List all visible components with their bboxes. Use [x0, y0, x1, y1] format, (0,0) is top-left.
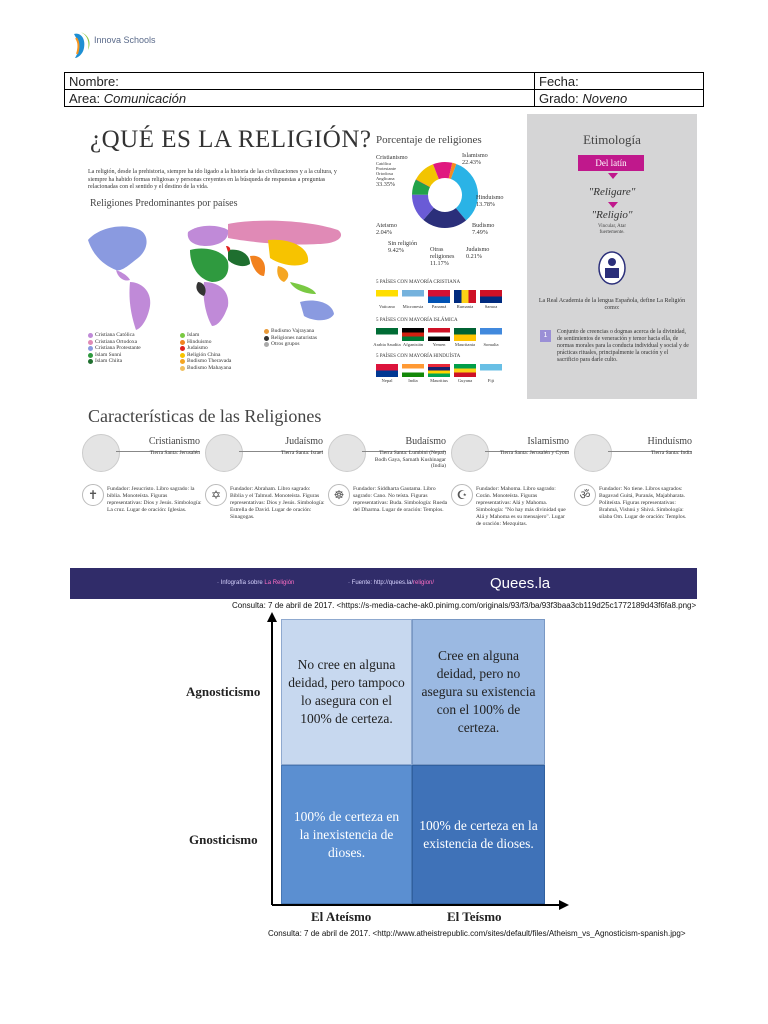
infographic-intro: La religión, desde la prehistoria, siempre ha ido ligado a la historia de las civilizaciones y a la cultura, y siempre ha habido formas religiosas y personas creyentes en la búsqueda de respuestas a preguntas relacionadas con el sentido y el destino de la vida. [88, 169, 337, 190]
star-of-david-icon: ✡ [205, 484, 227, 506]
flag-icon [454, 364, 476, 377]
flag-country-name: Guyana [457, 378, 473, 383]
logo-wordmark: Innova Schools [94, 35, 156, 45]
characteristics-title: Características de las Religiones [88, 406, 322, 426]
legend-swatch [88, 333, 93, 338]
row-label-agnosticismo: Agnosticismo [186, 684, 261, 699]
globe-icon [451, 434, 489, 472]
cell-agnostic-theism: Cree en alguna deidad, pero no asegura su existencia con el 100% de certeza. [412, 619, 545, 765]
religion-name: Cristianismo [148, 436, 200, 447]
religion-holy-land: Tierra Santa: Lumbini (Nepal) Bodh Gaya, Sarnath Kushinagar (India) [374, 450, 446, 469]
religion-name: Budaísmo [405, 436, 446, 447]
globe-icon [574, 434, 612, 472]
grado-cell: Grado: Noveno [535, 90, 704, 107]
definition-text: Conjunto de creencias o dogmas acerca de la divinidad, de sentimientos de veneración y temor hacia ella, de normas morales para la conducta individual y social y de prácticas rituales, principalmente la oración y el sacrificio para darle culto. [557, 329, 689, 363]
dharma-wheel-icon: ☸ [328, 484, 350, 506]
map-legend-col2 [180, 332, 250, 371]
religion-name: Islamismo [527, 436, 569, 447]
latin-label: Del latín [578, 155, 644, 171]
label-otras: Otras religiones 11.17% [430, 246, 455, 267]
legend-swatch [264, 342, 269, 347]
col-label-teismo: El Teísmo [447, 909, 502, 924]
religion-card-judaismo [203, 430, 325, 555]
legend-swatch [88, 340, 93, 345]
religion-holy-land: Tierra Santa: Jerusalén y Cyom [499, 450, 569, 456]
flag-icon [376, 364, 398, 377]
etymology-title: Etimología [583, 132, 641, 147]
label-budismo: Budismo 7.49% [472, 222, 495, 236]
religion-name: Judaísmo [285, 436, 323, 447]
flag-country-name: Rumania [456, 304, 474, 309]
flag-country-name: Arabia Saudita [373, 342, 401, 347]
etymology-panel [527, 114, 697, 399]
label-ateismo: Ateismo 2.04% [376, 222, 397, 236]
crescent-icon: ☪ [451, 484, 473, 506]
arrow-down-icon [608, 173, 618, 179]
legend-swatch [88, 353, 93, 358]
row-label-gnosticismo: Gnosticismo [189, 832, 258, 847]
religion-infographic [70, 114, 697, 599]
flag-icon [454, 328, 476, 341]
citation-infographic: Consulta: 7 de abril de 2017. <https://s-media-cache-ak0.pinimg.com/originals/93/f3/ba/93f3baa3cb119d25c1772189d43f6fa8.png> [232, 601, 697, 610]
globe-icon [82, 434, 120, 472]
legend-swatch [264, 329, 269, 334]
citation-diagram: Consulta: 7 de abril de 2017. <http://www.atheistrepublic.com/sites/default/files/Atheism_vs_Agnosticism-spanish.jpg> [268, 929, 686, 938]
word-religio: "Religio" [591, 209, 633, 221]
area-cell: Area: Comunicación [65, 90, 535, 107]
legend-swatch [180, 333, 185, 338]
religion-holy-land: Tierra Santa: Israel [281, 450, 323, 456]
map-title: Religiones Predominantes por países [90, 198, 238, 209]
legend-swatch [180, 346, 185, 351]
label-sin-religion: Sin religión 9.42% [388, 240, 418, 254]
flag-icon [402, 328, 424, 341]
world-religion-map [78, 210, 360, 335]
flag-icon [480, 290, 502, 303]
percent-title: Porcentaje de religiones [376, 134, 482, 146]
religion-holy-land: Tierra Santa: Jerusalén [149, 450, 200, 456]
flag-country-name: Afganistán [402, 342, 424, 347]
flag-icon [428, 328, 450, 341]
flag-country-name: Fiji [487, 378, 495, 383]
religion-holy-land: Tierra Santa: India [650, 450, 692, 456]
map-legend-col1 [88, 332, 152, 365]
cross-icon: ✝ [82, 484, 104, 506]
religion-card-budaismo [326, 430, 448, 555]
religion-facts: Fundador: Mahoma. Libro sagrado: Corán. Monoteísta. Figuras representativas: Alá y Mahoma. Simbología: "No hay más divinidad que Alá y Mahoma es su mensajero". Lugar de oración: Mezquitas. [476, 486, 566, 527]
footer-infographic-about: · Infografía sobre La Religión [217, 580, 295, 586]
legend-item: Religiones naturistas [264, 335, 328, 342]
legend-swatch [180, 353, 185, 358]
cell-gnostic-theism: 100% de certeza en la existencia de dioses. [412, 765, 545, 904]
flag-icon [376, 290, 398, 303]
flags-hindu-title: 5 PAÍSES CON MAYORÍA HINDUÍSTA [376, 354, 461, 359]
infographic-footer [70, 568, 697, 599]
flags-christian-title: 5 PAÍSES CON MAYORÍA CRISTIANA [376, 280, 461, 285]
flag-country-name: Samoa [484, 304, 498, 309]
flag-country-name: Mauritania [454, 342, 476, 347]
fecha-cell[interactable]: Fecha: [535, 73, 704, 90]
legend-swatch [180, 340, 185, 345]
label-hinduismo: Hinduismo 13.78% [476, 194, 504, 208]
legend-item: Cristiana Católica [88, 332, 152, 339]
flag-icon [480, 328, 502, 341]
flag-country-name: Nepal [381, 378, 393, 383]
innova-schools-logo [70, 28, 140, 62]
legend-item: Religión China [180, 352, 250, 359]
rae-seal-icon [596, 250, 628, 286]
legend-item: Judaismo [180, 345, 250, 352]
flag-country-name: Yemen [432, 342, 446, 347]
cell-gnostic-atheism: 100% de certeza en la inexistencia de dioses. [281, 765, 412, 904]
religion-facts: Fundador: Jesucristo. Libro sagrado: la biblia. Monoteísta. Figuras representativas: Dios y Jesús. Simbología: La cruz. Lugar de oración: Iglesias. [107, 486, 202, 513]
om-icon: ॐ [574, 484, 596, 506]
legend-item: Islam [180, 332, 250, 339]
legend-swatch [264, 336, 269, 341]
flag-country-name: Somalia [483, 342, 499, 347]
footer-source[interactable]: · Fuente: http://quees.la/religion/ [348, 580, 435, 586]
flag-country-name: India [408, 378, 418, 383]
religion-card-cristianismo [80, 430, 202, 555]
legend-item: Budismo Mahayana [180, 365, 250, 372]
cell-agnostic-atheism: No cree en alguna deidad, pero tampoco lo asegura con el 100% de certeza. [281, 619, 412, 765]
footer-brand: Quees.la [490, 575, 551, 592]
definition-number: 1 [540, 330, 551, 342]
religion-name: Hinduísmo [647, 436, 692, 447]
word-religare: "Religare" [588, 186, 636, 198]
col-label-ateismo: El Ateísmo [311, 909, 372, 924]
flag-icon [428, 290, 450, 303]
flag-icon [428, 364, 450, 377]
religion-card-islamismo [449, 430, 571, 555]
religion-donut-chart [410, 160, 480, 230]
infographic-title: ¿QUÉ ES LA RELIGIÓN? [90, 126, 372, 153]
legend-swatch [88, 346, 93, 351]
student-info-table [64, 72, 704, 107]
flag-icon [402, 290, 424, 303]
legend-item: Islam Chiita [88, 358, 152, 365]
religion-facts: Fundador: No tiene. Libros sagrados: Bagavad Guitá, Puranás, Majabharata. Politeísta. Figuras representativas: Brahmá, Vishnú y Shivá. Simbología: sílaba Om. Lugar de oración: Templos. [599, 486, 687, 520]
flags-islamic-title: 5 PAÍSES CON MAYORÍA ISLÁMICA [376, 318, 458, 323]
legend-item: Hinduismo [180, 339, 250, 346]
flag-icon [480, 364, 502, 377]
legend-item: Islam Sunni [88, 352, 152, 359]
religio-meaning: Vincular, Atar fuertemente. [597, 224, 627, 235]
religion-facts: Fundador: Siddharta Gautama. Libro sagrado: Cano. No teísta. Figuras representativas: Buda. Simbología: Rueda del Dharma. Lugar de oración: Templos. [353, 486, 448, 513]
legend-item: Cristiana Protestante [88, 345, 152, 352]
globe-icon [205, 434, 243, 472]
globe-icon [328, 434, 366, 472]
legend-item: Cristiana Ortodoxa [88, 339, 152, 346]
label-judaismo: Judaismo 0.21% [466, 246, 490, 260]
map-legend-col3 [264, 328, 328, 348]
legend-item: Otros grupos [264, 341, 328, 348]
legend-swatch [88, 359, 93, 364]
legend-swatch [180, 366, 185, 371]
label-cristianismo: Cristianismo Católica Protestante Ortodoxa Anglicana 33.35% [376, 154, 408, 188]
flag-country-name: Vaticano [378, 304, 396, 309]
label-islamismo: Islamismo 22.43% [462, 152, 488, 166]
religion-card-hinduismo [572, 430, 694, 555]
rae-text: La Real Academia de la lengua Española, define La Religión como: [538, 298, 686, 311]
flag-country-name: Panamá [431, 304, 447, 309]
flag-icon [376, 328, 398, 341]
legend-swatch [180, 359, 185, 364]
flag-country-name: Micronesia [402, 304, 424, 309]
flag-icon [402, 364, 424, 377]
flag-icon [454, 290, 476, 303]
flag-country-name: Mauritius [430, 378, 448, 383]
legend-item: Budismo Vajrayana [264, 328, 328, 335]
legend-item: Budismo Theravada [180, 358, 250, 365]
nombre-cell[interactable]: Nombre: [65, 73, 535, 90]
religion-facts: Fundador: Abraham. Libro sagrado: Biblia y el Talmud. Monoteísta. Figuras representativas: Dios y Jesús. Simbología: Estrella de David. Lugar de oración: Sinagogas. [230, 486, 325, 520]
arrow-down-icon [608, 202, 618, 208]
